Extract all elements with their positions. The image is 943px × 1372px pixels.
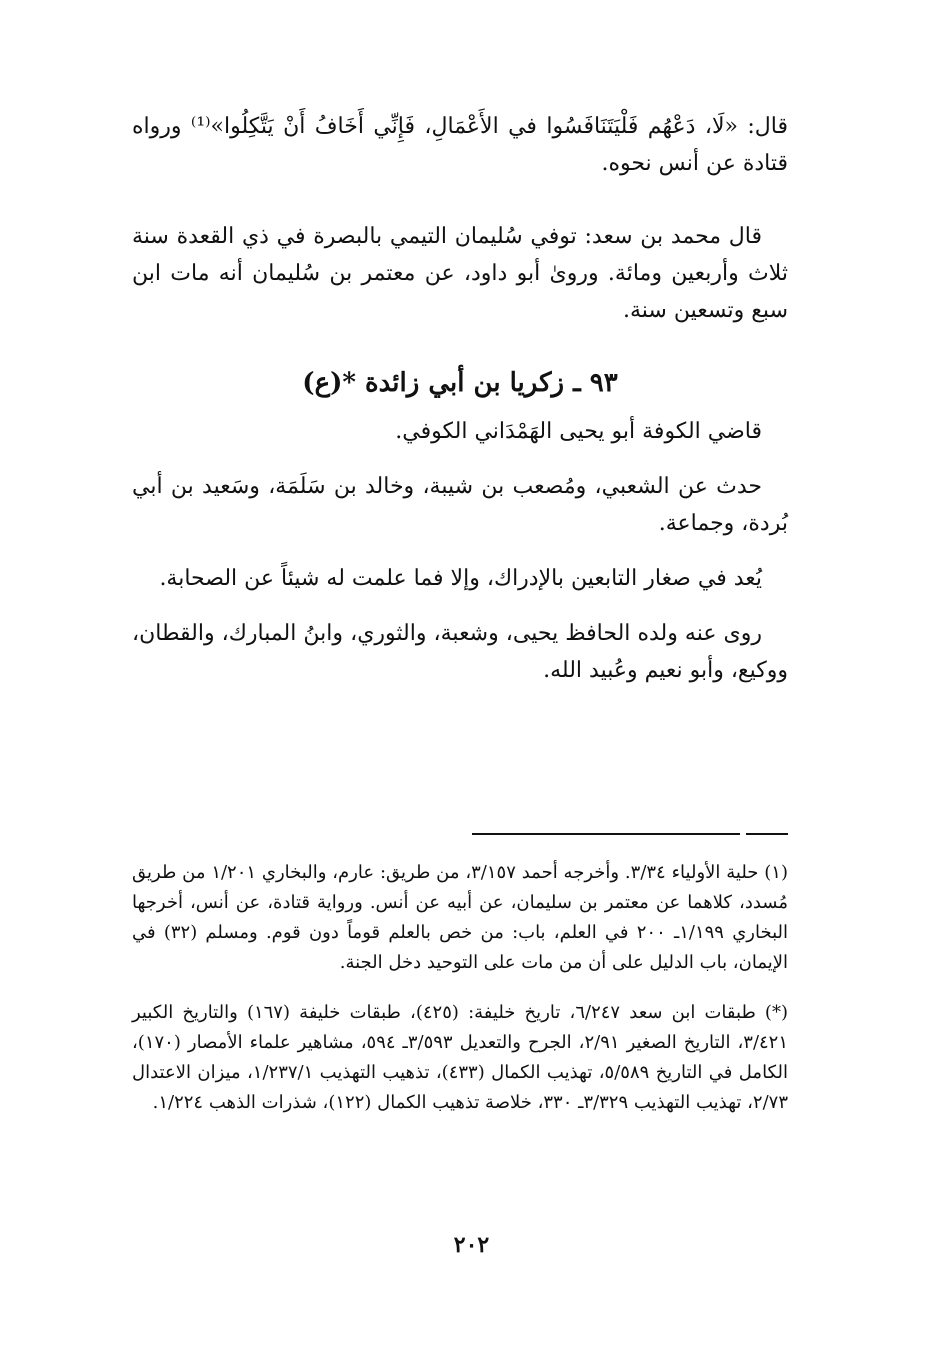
entry-heading: ٩٣ ـ زكريا بن أبي زائدة *(ع) (302, 368, 618, 398)
paragraph-tabiin: يُعد في صغار التابعين بالإدراك، وإلا فما علمت له شيئاً عن الصحابة. (159, 566, 762, 591)
paragraph-narrators: روى عنه ولده الحافظ يحيى، وشعبة، والثوري، وابنُ المبارك، والقطان، ووكيع، وأبو نعيم وعُبيد الله. (132, 621, 788, 683)
footnotes (132, 858, 788, 1118)
footnote-1: (١) حلية الأولياء ٣/٣٤. وأخرجه أحمد ٣/١٥٧، من طريق: عارم، والبخاري ١/٢٠١ من طريق مُسدد، كلاهما عن معتمر بن سليمان، عن أبيه عن أنس. ورواية قتادة، عن أنس، أخرجها البخاري ١/١٩٩ـ ٢٠٠ في العلم، باب: من خص بالعلم قوماً دون قوم. ومسلم (٣٢) في الإيمان، باب الدليل على أن من مات على التوحيد دخل الجنة. (132, 862, 788, 973)
footnote-sources: (*) طبقات ابن سعد ٦/٢٤٧، تاريخ خليفة: (٤٢٥)، طبقات خليفة (١٦٧) والتاريخ الكبير ٣/٤٢١، التاريخ الصغير ٢/٩١، الجرح والتعديل ٣/٥٩٣ـ ٥٩٤، مشاهير علماء الأمصار (١٧٠)، الكامل في التاريخ ٥/٥٨٩، تهذيب الكمال (٤٣٣)، تذهيب التهذيب ١/٢٣٧/١، ميزان الاعتدال ٢/٧٣، تهذيب التهذيب ٣/٣٢٩ـ ٣٣٠، خلاصة تذهيب الكمال (١٢٢)، شذرات الذهب ١/٢٢٤. (132, 1002, 789, 1113)
separator-segment-short (746, 833, 788, 835)
paragraph-kunya: قاضي الكوفة أبو يحيى الهَمْدَاني الكوفي. (395, 419, 762, 444)
main-text (132, 108, 788, 689)
separator-segment-long (472, 833, 740, 835)
page-number: ٢٠٢ (453, 1232, 490, 1258)
paragraph-narrated-from: حدث عن الشعبي، ومُصعب بن شيبة، وخالد بن سَلَمَة، وسَعيد بن أبي بُردة، وجماعة. (132, 474, 788, 536)
paragraph-death-date: قال محمد بن سعد: توفي سُليمان التيمي بالبصرة في ذي القعدة سنة ثلاث وأربعين ومائة. وروىٰ أبو داود، عن معتمر بن سُليمان أنه مات ابن سبع وتسعين سنة. (132, 224, 788, 323)
paragraph-hadith-ending: قال: «لَا، دَعْهُم فَلْيَتَنَافَسُوا في الأَعْمَالِ، فَإِنِّي أَخَافُ أَنْ يَتَّكِلُوا»⁽¹⁾ ورواه قتادة عن أنس نحوه. (132, 114, 788, 176)
footnote-separator (472, 833, 788, 835)
